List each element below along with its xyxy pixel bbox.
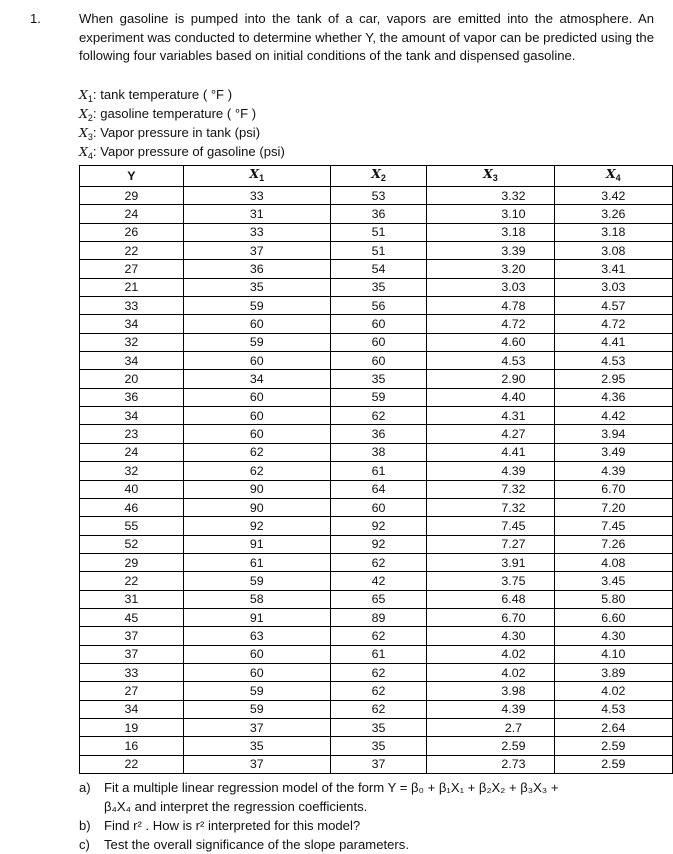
question-a [79,778,649,797]
table-cell: 4.60 [427,333,554,351]
table-cell: 37 [330,755,426,773]
table-cell: 3.49 [554,443,672,461]
table-row [80,462,673,480]
table-cell: 33 [183,223,330,241]
table-cell: 59 [330,388,426,406]
table-cell: 4.39 [554,462,672,480]
column-header-x4: $X_4$ [554,166,672,187]
table-cell: 4.02 [427,645,554,663]
table-cell: 4.41 [427,443,554,461]
table-cell: 4.41 [554,333,672,351]
variable-x4 [79,143,285,166]
variable-subscript: 2 [87,113,93,123]
table-row [80,370,673,388]
table-cell: 4.53 [554,700,672,718]
table-cell: 60 [330,333,426,351]
variable-symbol: X [79,144,88,159]
table-cell: 23 [80,425,184,443]
table-cell: 27 [80,682,184,700]
table-cell: 32 [80,462,184,480]
table-row [80,627,673,645]
table-row [80,187,673,205]
table-row [80,352,673,370]
table-cell: 58 [183,590,330,608]
table-row [80,572,673,590]
table-cell: 36 [183,260,330,278]
table-cell: 34 [80,407,184,425]
variable-subscript: 3 [87,132,93,142]
problem-intro: When gasoline is pumped into the tank of a car, vapors are emitted into the atmosphere. An experiment was conducted to determine whether Y, the amount of vapor can be predicted using the following four variables based on initial conditions of the tank and dispensed gasoline. [79,11,654,64]
table-cell: 62 [330,407,426,425]
table-cell: 34 [183,370,330,388]
table-cell: 92 [330,517,426,535]
variable-description: : Vapor pressure in tank (psi) [92,125,261,140]
table-cell: 24 [80,205,184,223]
problem-number: 1. [30,11,41,26]
table-cell: 7.20 [554,498,672,516]
table-cell: 7.45 [554,517,672,535]
table-cell: 51 [330,242,426,260]
table-cell: 31 [80,590,184,608]
table-row [80,278,673,296]
table-cell: 91 [183,535,330,553]
table-row [80,407,673,425]
table-cell: 4.27 [427,425,554,443]
table-cell: 38 [330,443,426,461]
table-cell: 22 [80,755,184,773]
table-cell: 59 [183,572,330,590]
table-cell: 61 [330,645,426,663]
table-cell: 4.02 [554,682,672,700]
table-cell: 4.57 [554,297,672,315]
table-row [80,517,673,535]
table-cell: 35 [330,718,426,736]
table-cell: 60 [183,352,330,370]
table-cell: 59 [183,333,330,351]
table-cell: 62 [183,462,330,480]
table-cell: 62 [330,553,426,571]
table-cell: 3.20 [427,260,554,278]
table-cell: 62 [330,682,426,700]
questions [79,778,649,854]
table-row [80,443,673,461]
data-table [79,165,673,774]
question-text: Test the overall significance of the slope parameters. [104,837,409,852]
table-cell: 16 [80,737,184,755]
table-cell: 37 [80,645,184,663]
table-cell: 35 [330,737,426,755]
table-row [80,425,673,443]
table-cell: 4.39 [427,462,554,480]
variable-description: : Vapor pressure of gasoline (psi) [92,144,285,159]
table-cell: 4.08 [554,553,672,571]
table-cell: 3.91 [427,553,554,571]
table-cell: 4.53 [427,352,554,370]
table-cell: 4.42 [554,407,672,425]
table-row [80,205,673,223]
table-cell: 60 [183,407,330,425]
table-row [80,260,673,278]
table-cell: 27 [80,260,184,278]
table-cell: 31 [183,205,330,223]
table-row [80,645,673,663]
question-text: Fit a multiple linear regression model of the form Y = β₀ + β₁X₁ + β₂X₂ + β₃X₃ + [104,780,559,795]
table-row [80,315,673,333]
column-header-x1: $X_1$ [183,166,330,187]
question-a-continued: β₄X₄ and interpret the regression coefficients. [104,799,368,814]
table-cell: 59 [183,297,330,315]
table-cell: 2.73 [427,755,554,773]
table-cell: 4.36 [554,388,672,406]
table-row [80,663,673,681]
variable-description: : tank temperature ( °F ) [92,87,233,102]
table-cell: 20 [80,370,184,388]
table-cell: 90 [183,498,330,516]
table-cell: 42 [330,572,426,590]
table-cell: 22 [80,242,184,260]
table-cell: 37 [80,627,184,645]
table-cell: 55 [80,517,184,535]
table-cell: 60 [183,425,330,443]
question-label: b) [79,818,91,833]
table-row [80,333,673,351]
variable-subscript: 1 [87,94,93,104]
table-cell: 53 [330,187,426,205]
variable-symbol: X [79,106,88,121]
table-cell: 54 [330,260,426,278]
table-cell: 3.26 [554,205,672,223]
table-cell: 3.89 [554,663,672,681]
table-cell: 60 [330,498,426,516]
table-cell: 36 [80,388,184,406]
table-cell: 33 [80,297,184,315]
table-cell: 4.02 [427,663,554,681]
table-cell: 92 [330,535,426,553]
table-cell: 24 [80,443,184,461]
table-cell: 3.94 [554,425,672,443]
table-cell: 2.59 [554,737,672,755]
table-cell: 7.32 [427,498,554,516]
table-cell: 65 [330,590,426,608]
table-cell: 90 [183,480,330,498]
table-cell: 7.32 [427,480,554,498]
table-cell: 6.70 [554,480,672,498]
table-row [80,553,673,571]
table-cell: 3.45 [554,572,672,590]
table-cell: 33 [183,187,330,205]
table-cell: 34 [80,352,184,370]
table-cell: 3.98 [427,682,554,700]
table-cell: 26 [80,223,184,241]
table-cell: 4.40 [427,388,554,406]
table-cell: 32 [80,333,184,351]
table-row [80,223,673,241]
table-cell: 4.53 [554,352,672,370]
variable-description: : gasoline temperature ( °F ) [92,106,257,121]
table-row [80,590,673,608]
table-cell: 51 [330,223,426,241]
table-cell: 21 [80,278,184,296]
table-cell: 60 [183,388,330,406]
table-row [80,608,673,626]
table-cell: 35 [183,737,330,755]
table-cell: 46 [80,498,184,516]
table-cell: 60 [330,315,426,333]
table-cell: 2.59 [554,755,672,773]
table-cell: 62 [330,627,426,645]
table-cell: 45 [80,608,184,626]
table-body [80,187,673,774]
table-cell: 63 [183,627,330,645]
table-row [80,535,673,553]
table-cell: 92 [183,517,330,535]
question-text: Find r² . How is r² interpreted for this model? [104,818,361,833]
table-cell: 4.39 [427,700,554,718]
table-cell: 59 [183,700,330,718]
table-row [80,755,673,773]
table-row [80,718,673,736]
variable-symbol: X [79,87,88,102]
table-row [80,480,673,498]
table-row [80,700,673,718]
table-cell: 64 [330,480,426,498]
table-cell: 91 [183,608,330,626]
column-header-y: Y [80,166,184,187]
table-cell: 62 [183,443,330,461]
table-cell: 4.10 [554,645,672,663]
table-cell: 35 [183,278,330,296]
table-cell: 62 [330,700,426,718]
question-label: c) [79,837,90,852]
table-cell: 6.60 [554,608,672,626]
variable-symbol: X [79,125,88,140]
table-row [80,498,673,516]
table-cell: 37 [183,755,330,773]
table-cell: 6.70 [427,608,554,626]
table-cell: 37 [183,242,330,260]
table-cell: 34 [80,700,184,718]
table-cell: 3.42 [554,187,672,205]
table-cell: 60 [183,315,330,333]
table-cell: 35 [330,278,426,296]
table-cell: 2.95 [554,370,672,388]
table-cell: 2.59 [427,737,554,755]
table-cell: 4.31 [427,407,554,425]
table-cell: 3.32 [427,187,554,205]
table-cell: 2.64 [554,718,672,736]
table-cell: 3.18 [554,223,672,241]
table-row [80,242,673,260]
table-cell: 4.72 [554,315,672,333]
table-cell: 3.75 [427,572,554,590]
table-cell: 3.08 [554,242,672,260]
table-cell: 62 [330,663,426,681]
table-header-row [80,166,673,187]
table-cell: 4.72 [427,315,554,333]
table-cell: 4.30 [554,627,672,645]
table-cell: 89 [330,608,426,626]
table-cell: 2.7 [427,718,554,736]
table-row [80,297,673,315]
table-cell: 56 [330,297,426,315]
table-cell: 3.03 [427,278,554,296]
table-cell: 4.78 [427,297,554,315]
table-row [80,737,673,755]
question-label: a) [79,780,91,795]
table-cell: 36 [330,205,426,223]
table-cell: 60 [330,352,426,370]
table-cell: 7.45 [427,517,554,535]
table-cell: 3.10 [427,205,554,223]
question-b [79,816,649,835]
table-cell: 3.39 [427,242,554,260]
table-cell: 37 [183,718,330,736]
table-cell: 6.48 [427,590,554,608]
table-cell: 7.27 [427,535,554,553]
table-cell: 3.41 [554,260,672,278]
table-cell: 3.03 [554,278,672,296]
table-cell: 60 [183,645,330,663]
table-cell: 60 [183,663,330,681]
table-cell: 61 [330,462,426,480]
table-cell: 4.30 [427,627,554,645]
table-cell: 19 [80,718,184,736]
table-cell: 34 [80,315,184,333]
table-cell: 2.90 [427,370,554,388]
table-cell: 3.18 [427,223,554,241]
table-cell: 52 [80,535,184,553]
table-row [80,388,673,406]
table-cell: 7.26 [554,535,672,553]
table-cell: 36 [330,425,426,443]
table-cell: 61 [183,553,330,571]
column-header-x3: $X_3$ [427,166,554,187]
table-cell: 22 [80,572,184,590]
table-cell: 40 [80,480,184,498]
variable-subscript: 4 [87,151,93,161]
table-cell: 59 [183,682,330,700]
question-c [79,835,649,854]
table-cell: 29 [80,187,184,205]
table-cell: 29 [80,553,184,571]
table-cell: 33 [80,663,184,681]
table-row [80,682,673,700]
table-cell: 5.80 [554,590,672,608]
table-cell: 35 [330,370,426,388]
column-header-x2: $X_2$ [330,166,426,187]
